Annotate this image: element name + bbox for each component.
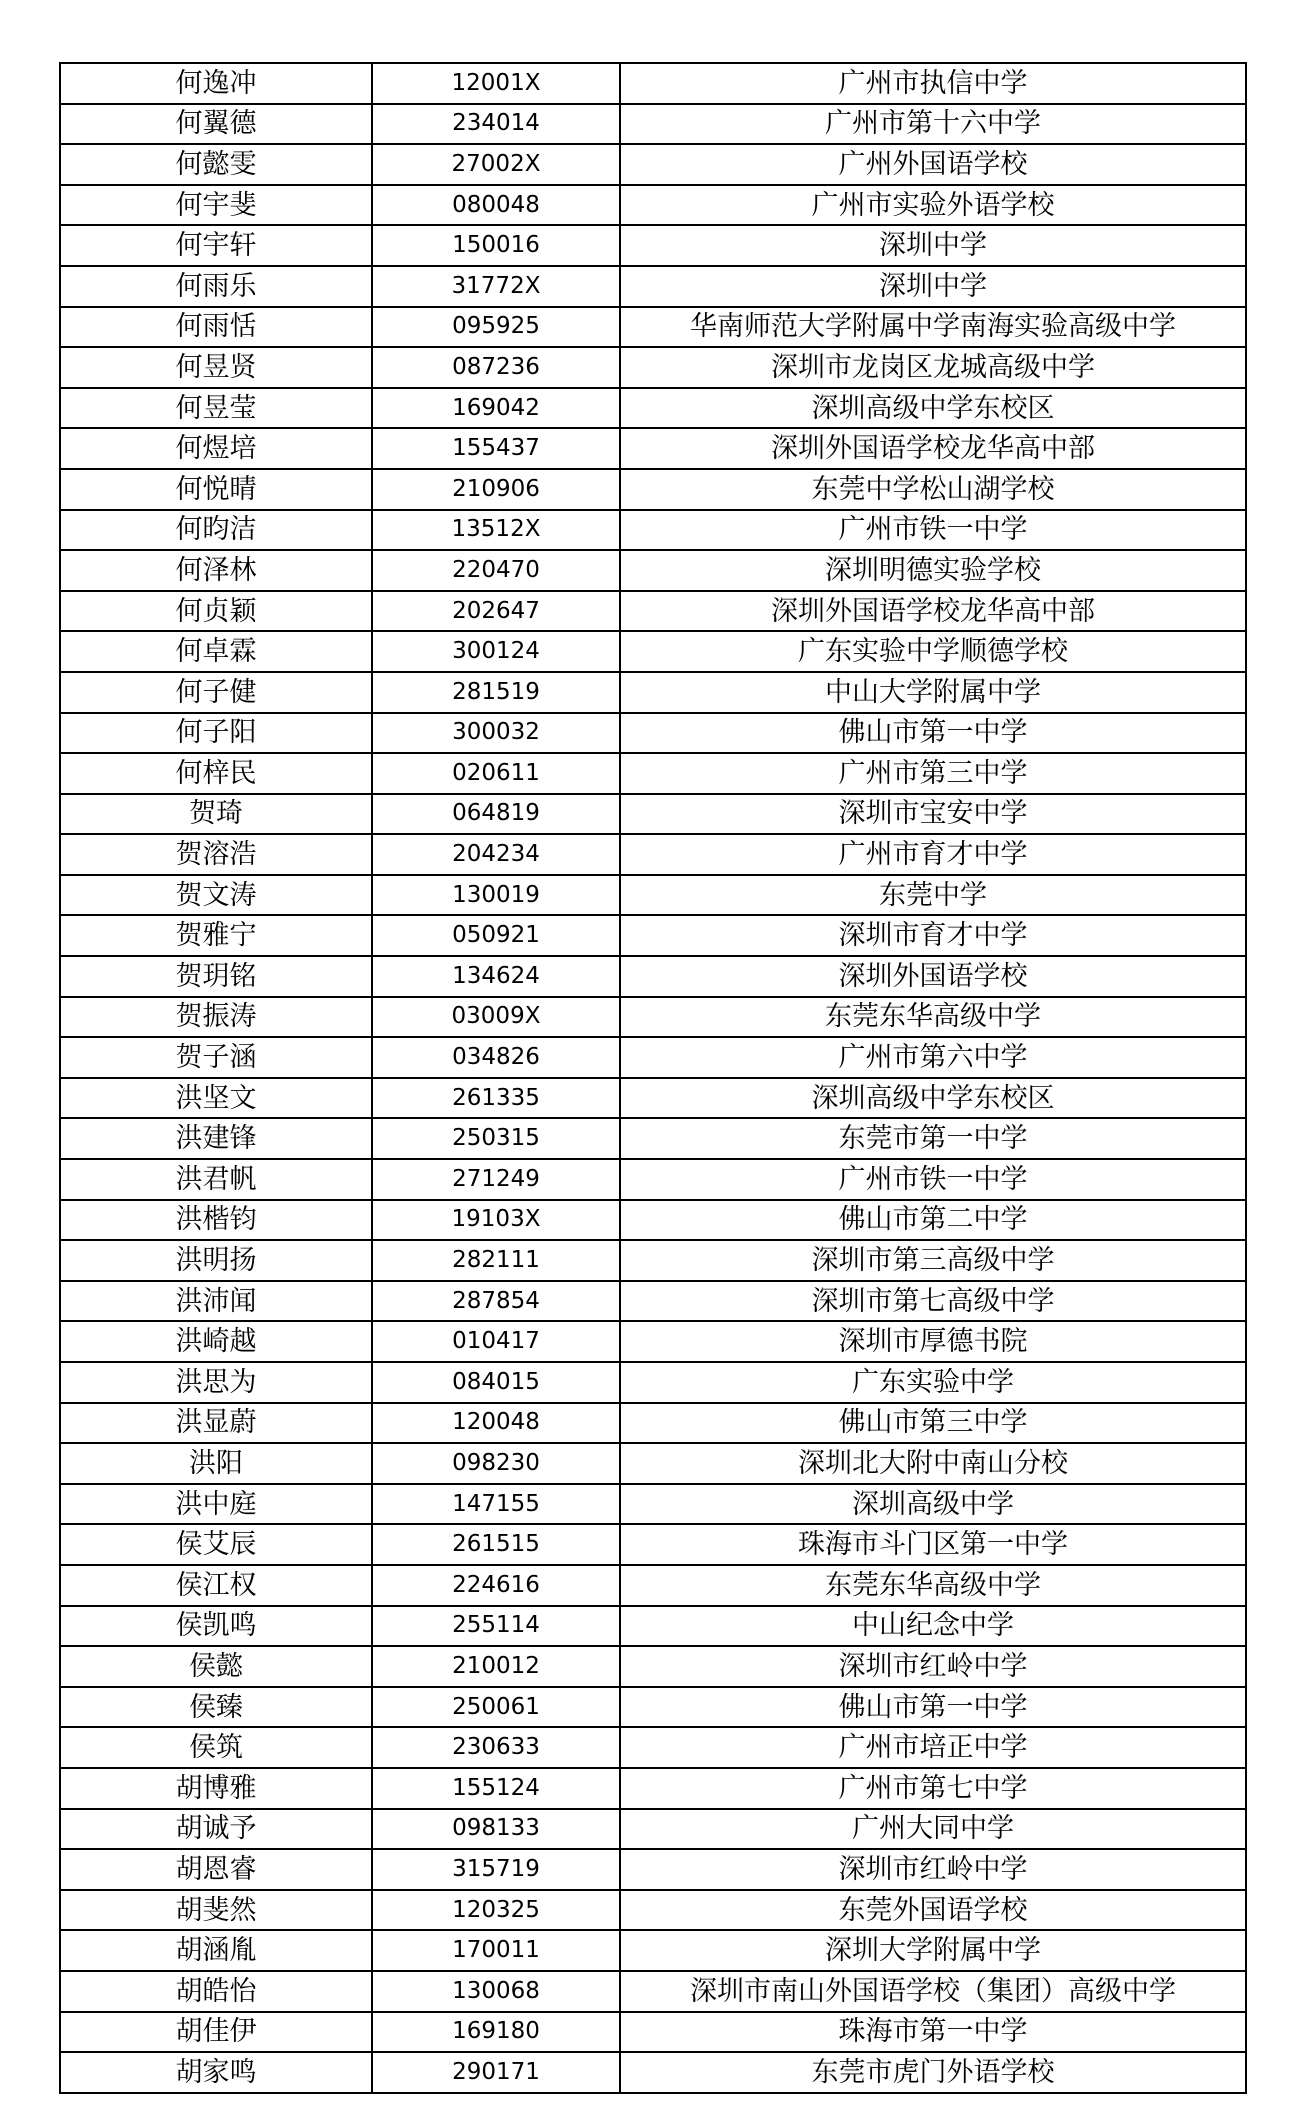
student-name-cell: 胡涵胤 [60, 1930, 372, 1971]
school-name-cell: 东莞市虎门外语学校 [620, 2052, 1246, 2093]
student-name-cell: 何煜培 [60, 428, 372, 469]
school-name-cell: 中山大学附属中学 [620, 672, 1246, 713]
student-id-cell: 261335 [372, 1078, 620, 1119]
table-row [60, 388, 1246, 429]
student-name-cell: 何贞颖 [60, 591, 372, 632]
student-name-cell: 何子阳 [60, 713, 372, 754]
student-name-cell: 何昱莹 [60, 388, 372, 429]
school-name-cell: 深圳市育才中学 [620, 915, 1246, 956]
school-name-cell: 深圳市宝安中学 [620, 794, 1246, 835]
school-name-cell: 深圳大学附属中学 [620, 1930, 1246, 1971]
school-name-cell: 深圳市第三高级中学 [620, 1240, 1246, 1281]
school-name-cell: 深圳市厚德书院 [620, 1321, 1246, 1362]
student-id-cell: 130068 [372, 1971, 620, 2012]
student-id-cell: 098230 [372, 1443, 620, 1484]
table-row [60, 753, 1246, 794]
student-name-cell: 胡佳伊 [60, 2012, 372, 2053]
table-row [60, 1484, 1246, 1525]
student-name-cell: 胡皓怡 [60, 1971, 372, 2012]
student-name-cell: 贺子涵 [60, 1037, 372, 1078]
student-id-cell: 03009X [372, 997, 620, 1038]
student-name-cell: 胡家鸣 [60, 2052, 372, 2093]
table-row [60, 1362, 1246, 1403]
student-name-cell: 何泽林 [60, 550, 372, 591]
table-row [60, 1321, 1246, 1362]
student-id-cell: 087236 [372, 347, 620, 388]
school-name-cell: 中山纪念中学 [620, 1606, 1246, 1647]
table-row [60, 591, 1246, 632]
student-id-cell: 204234 [372, 834, 620, 875]
student-name-cell: 何昀洁 [60, 510, 372, 551]
student-id-cell: 147155 [372, 1484, 620, 1525]
school-name-cell: 深圳外国语学校龙华高中部 [620, 591, 1246, 632]
student-name-cell: 洪中庭 [60, 1484, 372, 1525]
student-name-cell: 何卓霖 [60, 631, 372, 672]
table-row [60, 631, 1246, 672]
school-name-cell: 广州市铁一中学 [620, 1159, 1246, 1200]
student-id-cell: 300124 [372, 631, 620, 672]
student-id-cell: 224616 [372, 1565, 620, 1606]
school-name-cell: 广州市培正中学 [620, 1727, 1246, 1768]
student-name-cell: 何雨乐 [60, 266, 372, 307]
school-name-cell: 深圳中学 [620, 225, 1246, 266]
table-row [60, 1037, 1246, 1078]
student-name-cell: 何宇轩 [60, 225, 372, 266]
student-name-cell: 侯懿 [60, 1646, 372, 1687]
table-row [60, 63, 1246, 104]
student-id-cell: 202647 [372, 591, 620, 632]
student-name-cell: 何梓民 [60, 753, 372, 794]
school-name-cell: 广州市育才中学 [620, 834, 1246, 875]
table-row [60, 834, 1246, 875]
student-id-cell: 098133 [372, 1809, 620, 1850]
student-name-cell: 侯臻 [60, 1687, 372, 1728]
school-name-cell: 东莞东华高级中学 [620, 1565, 1246, 1606]
table-row [60, 266, 1246, 307]
student-id-cell: 290171 [372, 2052, 620, 2093]
student-id-cell: 010417 [372, 1321, 620, 1362]
table-row [60, 956, 1246, 997]
school-name-cell: 深圳高级中学 [620, 1484, 1246, 1525]
student-id-cell: 169180 [372, 2012, 620, 2053]
school-name-cell: 佛山市第二中学 [620, 1200, 1246, 1241]
school-name-cell: 深圳中学 [620, 266, 1246, 307]
student-name-cell: 贺琦 [60, 794, 372, 835]
school-name-cell: 深圳明德实验学校 [620, 550, 1246, 591]
student-id-cell: 064819 [372, 794, 620, 835]
table-row [60, 713, 1246, 754]
student-name-cell: 侯江权 [60, 1565, 372, 1606]
school-name-cell: 佛山市第三中学 [620, 1403, 1246, 1444]
student-name-cell: 洪明扬 [60, 1240, 372, 1281]
table-row [60, 1240, 1246, 1281]
student-id-cell: 050921 [372, 915, 620, 956]
table-row [60, 428, 1246, 469]
school-name-cell: 珠海市斗门区第一中学 [620, 1524, 1246, 1565]
student-id-cell: 261515 [372, 1524, 620, 1565]
student-id-cell: 084015 [372, 1362, 620, 1403]
school-name-cell: 东莞中学 [620, 875, 1246, 916]
student-id-cell: 282111 [372, 1240, 620, 1281]
table-row [60, 1200, 1246, 1241]
table-row [60, 1606, 1246, 1647]
school-name-cell: 华南师范大学附属中学南海实验高级中学 [620, 307, 1246, 348]
school-name-cell: 佛山市第一中学 [620, 1687, 1246, 1728]
school-name-cell: 东莞市第一中学 [620, 1118, 1246, 1159]
student-id-cell: 210012 [372, 1646, 620, 1687]
student-id-cell: 234014 [372, 104, 620, 145]
student-id-cell: 31772X [372, 266, 620, 307]
table-row [60, 1687, 1246, 1728]
school-name-cell: 广州市第六中学 [620, 1037, 1246, 1078]
school-name-cell: 深圳市南山外国语学校（集团）高级中学 [620, 1971, 1246, 2012]
table-row [60, 997, 1246, 1038]
school-name-cell: 广州市第十六中学 [620, 104, 1246, 145]
table-row [60, 875, 1246, 916]
table-row [60, 1971, 1246, 2012]
student-name-cell: 贺文涛 [60, 875, 372, 916]
table-row [60, 307, 1246, 348]
student-name-cell: 洪思为 [60, 1362, 372, 1403]
student-name-cell: 洪阳 [60, 1443, 372, 1484]
table-row [60, 1159, 1246, 1200]
table-row [60, 225, 1246, 266]
student-id-cell: 080048 [372, 185, 620, 226]
student-id-cell: 230633 [372, 1727, 620, 1768]
table-row [60, 672, 1246, 713]
table-row [60, 104, 1246, 145]
student-name-cell: 胡诚予 [60, 1809, 372, 1850]
student-name-cell: 洪建锋 [60, 1118, 372, 1159]
student-name-cell: 洪崎越 [60, 1321, 372, 1362]
student-id-cell: 210906 [372, 469, 620, 510]
student-id-cell: 155437 [372, 428, 620, 469]
table-row [60, 550, 1246, 591]
student-id-cell: 300032 [372, 713, 620, 754]
student-name-cell: 何懿雯 [60, 144, 372, 185]
table-row [60, 144, 1246, 185]
student-id-cell: 19103X [372, 1200, 620, 1241]
student-name-cell: 何悦晴 [60, 469, 372, 510]
school-name-cell: 佛山市第一中学 [620, 713, 1246, 754]
student-name-cell: 贺雅宁 [60, 915, 372, 956]
student-id-cell: 220470 [372, 550, 620, 591]
school-name-cell: 深圳市红岭中学 [620, 1646, 1246, 1687]
student-id-cell: 170011 [372, 1930, 620, 1971]
school-name-cell: 深圳北大附中南山分校 [620, 1443, 1246, 1484]
student-id-cell: 120325 [372, 1890, 620, 1931]
student-id-cell: 281519 [372, 672, 620, 713]
student-name-cell: 贺玥铭 [60, 956, 372, 997]
table-row [60, 1403, 1246, 1444]
student-id-cell: 13512X [372, 510, 620, 551]
student-name-cell: 胡博雅 [60, 1768, 372, 1809]
school-name-cell: 深圳高级中学东校区 [620, 388, 1246, 429]
school-name-cell: 东莞东华高级中学 [620, 997, 1246, 1038]
student-name-cell: 贺溶浩 [60, 834, 372, 875]
student-id-cell: 134624 [372, 956, 620, 997]
table-row [60, 1443, 1246, 1484]
school-name-cell: 深圳高级中学东校区 [620, 1078, 1246, 1119]
table-row [60, 185, 1246, 226]
student-id-cell: 169042 [372, 388, 620, 429]
school-name-cell: 深圳市红岭中学 [620, 1849, 1246, 1890]
table-row [60, 1768, 1246, 1809]
table-row [60, 1078, 1246, 1119]
table-row [60, 1809, 1246, 1850]
school-name-cell: 深圳外国语学校龙华高中部 [620, 428, 1246, 469]
student-id-cell: 271249 [372, 1159, 620, 1200]
table-row [60, 2012, 1246, 2053]
school-name-cell: 广州市第七中学 [620, 1768, 1246, 1809]
student-id-cell: 250061 [372, 1687, 620, 1728]
student-id-cell: 287854 [372, 1281, 620, 1322]
student-name-cell: 洪显蔚 [60, 1403, 372, 1444]
table-row [60, 1930, 1246, 1971]
student-name-cell: 何逸冲 [60, 63, 372, 104]
school-name-cell: 东莞中学松山湖学校 [620, 469, 1246, 510]
student-id-cell: 155124 [372, 1768, 620, 1809]
roster-table [59, 62, 1247, 2094]
student-name-cell: 侯艾辰 [60, 1524, 372, 1565]
student-id-cell: 315719 [372, 1849, 620, 1890]
student-name-cell: 侯凯鸣 [60, 1606, 372, 1647]
student-name-cell: 何子健 [60, 672, 372, 713]
school-name-cell: 广东实验中学 [620, 1362, 1246, 1403]
table-row [60, 915, 1246, 956]
student-name-cell: 洪君帆 [60, 1159, 372, 1200]
school-name-cell: 广州市实验外语学校 [620, 185, 1246, 226]
school-name-cell: 深圳市第七高级中学 [620, 1281, 1246, 1322]
table-row [60, 469, 1246, 510]
table-row [60, 510, 1246, 551]
roster-body [60, 63, 1246, 2093]
table-row [60, 1281, 1246, 1322]
school-name-cell: 广州大同中学 [620, 1809, 1246, 1850]
student-name-cell: 何昱贤 [60, 347, 372, 388]
student-name-cell: 胡恩睿 [60, 1849, 372, 1890]
student-id-cell: 034826 [372, 1037, 620, 1078]
table-row [60, 794, 1246, 835]
table-row [60, 2052, 1246, 2093]
student-id-cell: 130019 [372, 875, 620, 916]
student-name-cell: 侯筑 [60, 1727, 372, 1768]
table-row [60, 347, 1246, 388]
student-name-cell: 何雨恬 [60, 307, 372, 348]
student-id-cell: 255114 [372, 1606, 620, 1647]
student-id-cell: 095925 [372, 307, 620, 348]
school-name-cell: 广东实验中学顺德学校 [620, 631, 1246, 672]
table-row [60, 1118, 1246, 1159]
student-name-cell: 洪沛闻 [60, 1281, 372, 1322]
student-name-cell: 何宇斐 [60, 185, 372, 226]
table-row [60, 1646, 1246, 1687]
table-row [60, 1727, 1246, 1768]
student-id-cell: 120048 [372, 1403, 620, 1444]
school-name-cell: 深圳市龙岗区龙城高级中学 [620, 347, 1246, 388]
school-name-cell: 广州外国语学校 [620, 144, 1246, 185]
school-name-cell: 东莞外国语学校 [620, 1890, 1246, 1931]
student-id-cell: 250315 [372, 1118, 620, 1159]
school-name-cell: 珠海市第一中学 [620, 2012, 1246, 2053]
school-name-cell: 广州市执信中学 [620, 63, 1246, 104]
school-name-cell: 广州市第三中学 [620, 753, 1246, 794]
student-name-cell: 洪楷钧 [60, 1200, 372, 1241]
student-name-cell: 洪坚文 [60, 1078, 372, 1119]
student-name-cell: 贺振涛 [60, 997, 372, 1038]
table-row [60, 1849, 1246, 1890]
student-id-cell: 150016 [372, 225, 620, 266]
student-id-cell: 12001X [372, 63, 620, 104]
student-name-cell: 何翼德 [60, 104, 372, 145]
student-id-cell: 27002X [372, 144, 620, 185]
table-row [60, 1524, 1246, 1565]
student-id-cell: 020611 [372, 753, 620, 794]
table-row [60, 1565, 1246, 1606]
school-name-cell: 广州市铁一中学 [620, 510, 1246, 551]
student-name-cell: 胡斐然 [60, 1890, 372, 1931]
school-name-cell: 深圳外国语学校 [620, 956, 1246, 997]
table-row [60, 1890, 1246, 1931]
